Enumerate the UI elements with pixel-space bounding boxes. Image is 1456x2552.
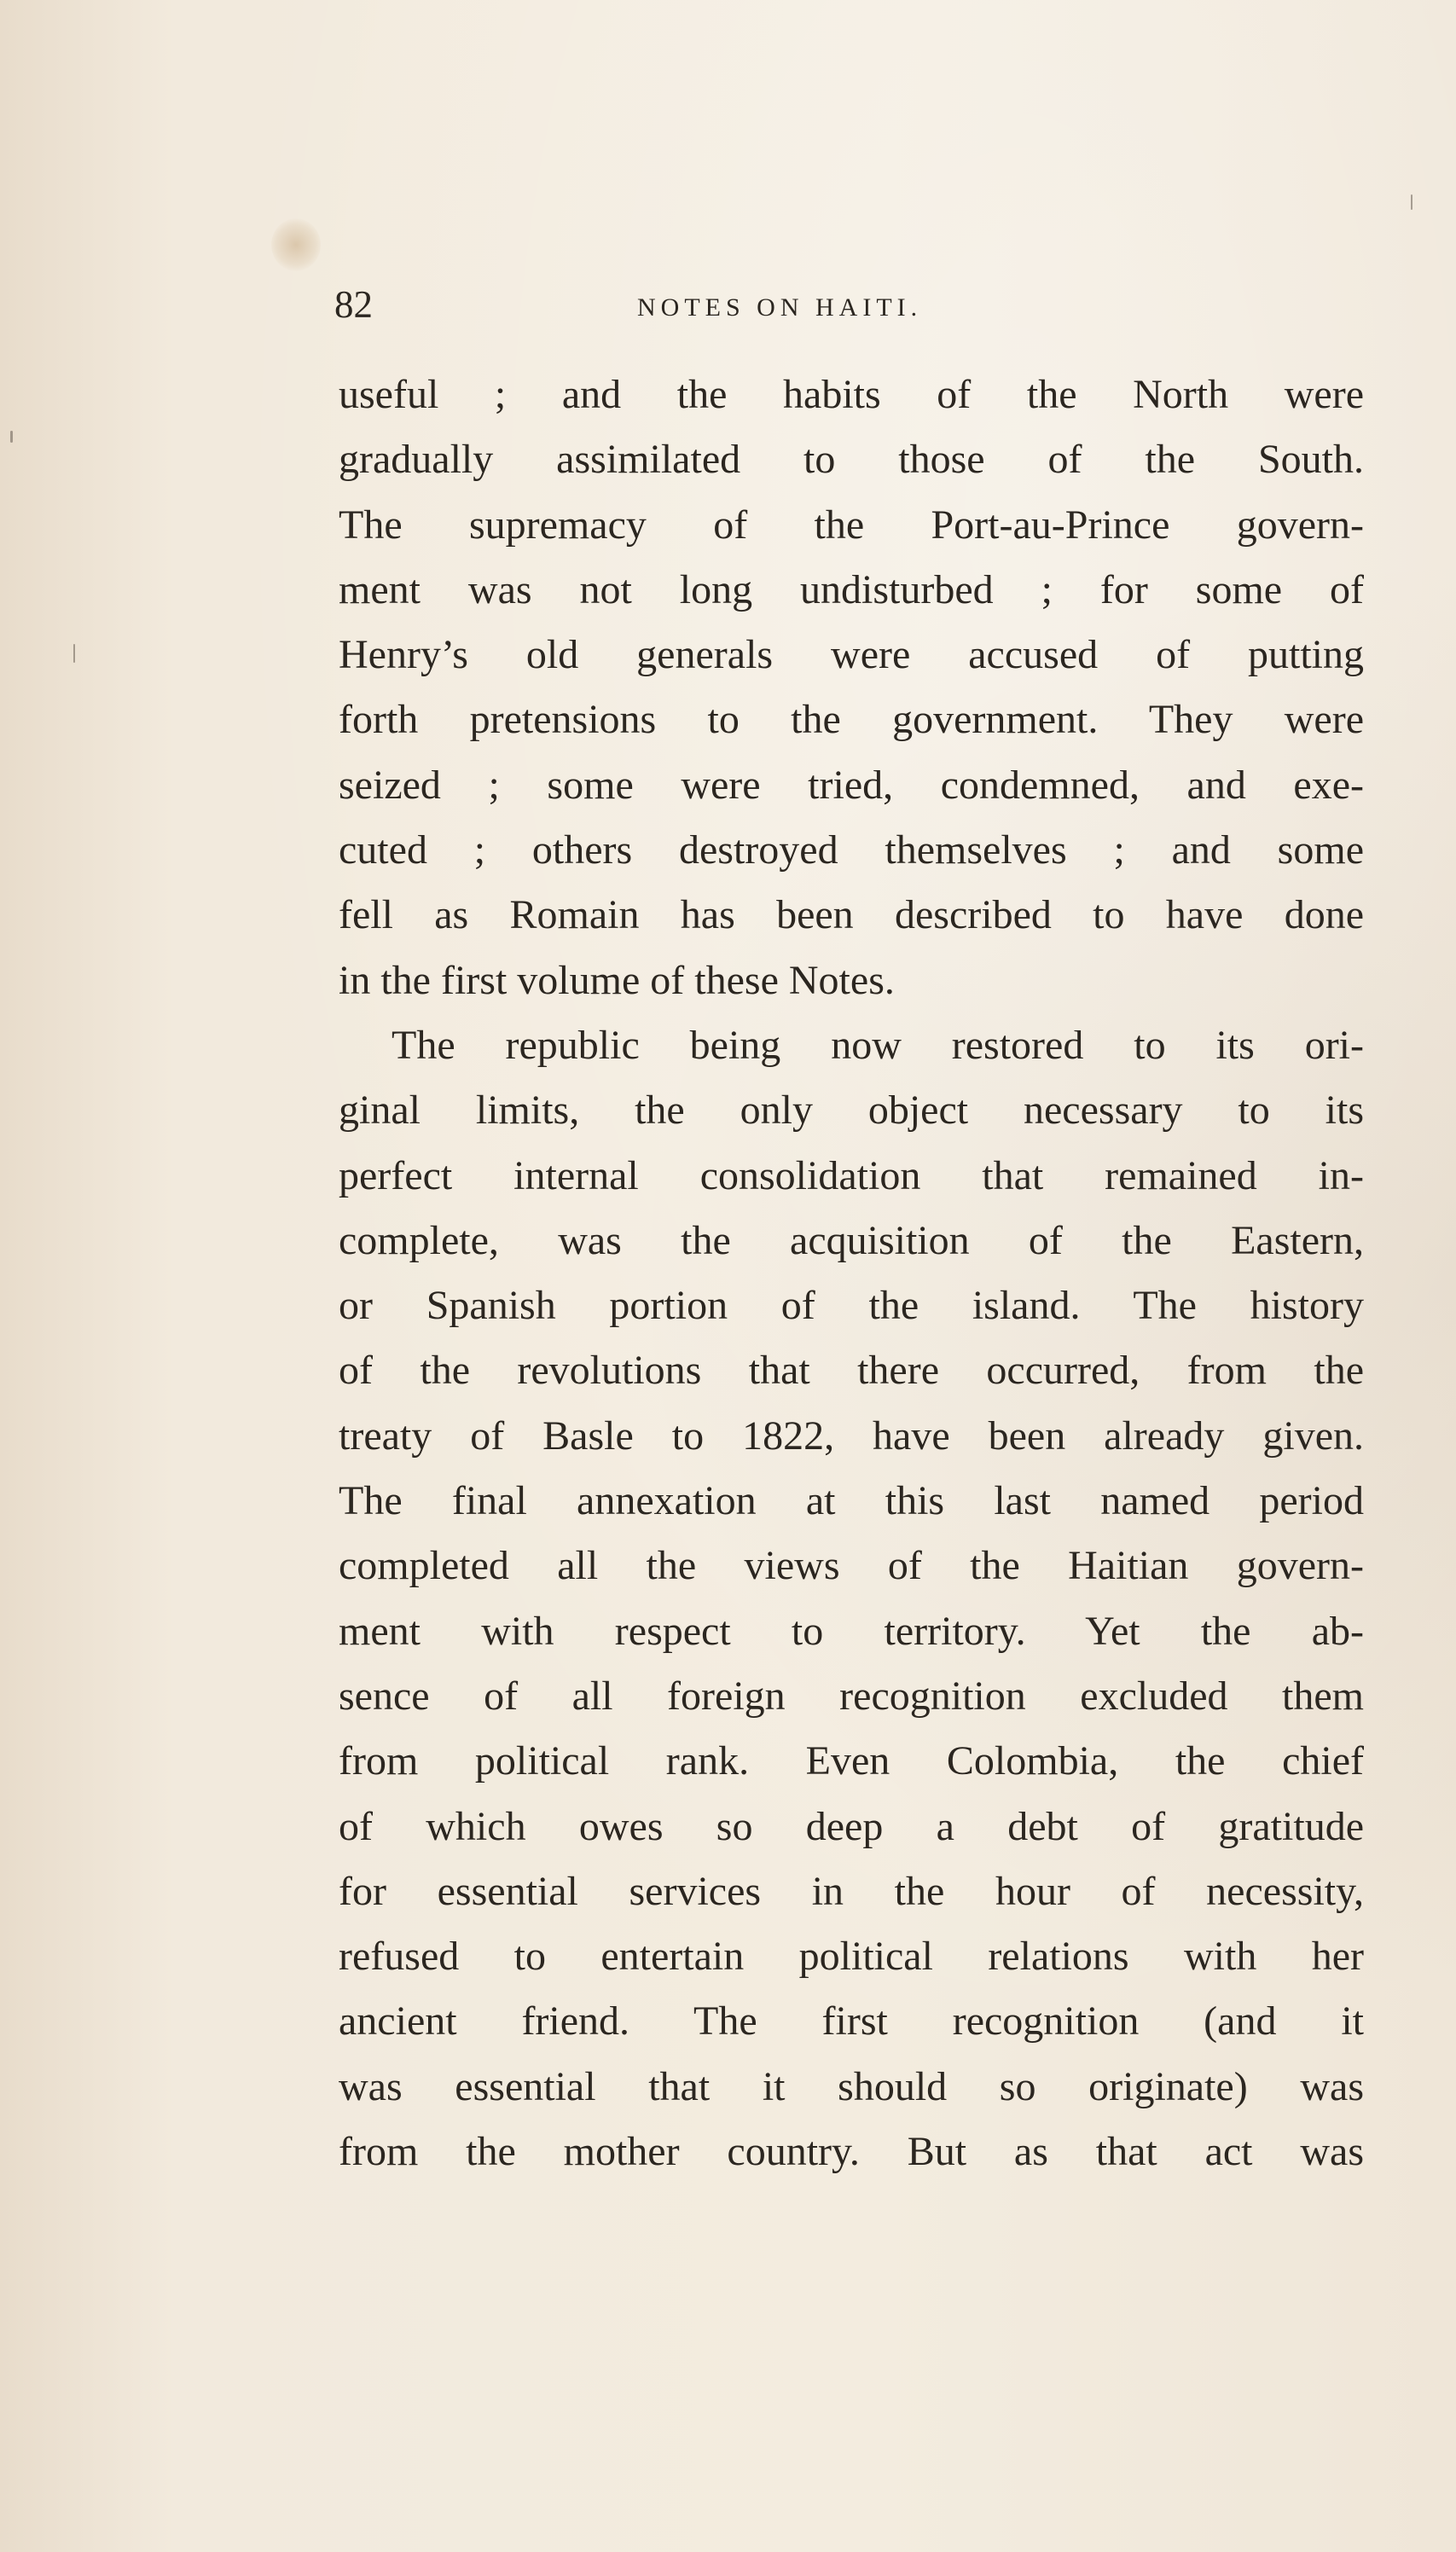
text-line: gradually assimilated to those of the South. (339, 437, 1364, 483)
text-line: of the revolutions that there occurred, from the (339, 1348, 1364, 1394)
text-line: from political rank. Even Colombia, the chief (339, 1738, 1364, 1784)
text-line: The republic being now restored to its ori- (392, 1022, 1364, 1068)
text-line: complete, was the acquisition of the Eastern, (339, 1217, 1364, 1263)
page-number: 82 (334, 283, 373, 326)
text-line: refused to entertain political relations with her (339, 1934, 1364, 1980)
paper-speck (73, 644, 75, 663)
text-line: ginal limits, the only object necessary to its (339, 1088, 1364, 1134)
text-line: completed all the views of the Haitian govern- (339, 1543, 1364, 1589)
text-line: for essential services in the hour of necessity, (339, 1868, 1364, 1914)
text-line: sence of all foreign recognition excluded them (339, 1673, 1364, 1719)
text-line: treaty of Basle to 1822, have been already given. (339, 1412, 1364, 1459)
text-line: ancient friend. The first recognition (and it (339, 1998, 1364, 2044)
text-line: in the first volume of these Notes. (339, 957, 895, 1003)
text-line: from the mother country. But as that act was (339, 2129, 1364, 2175)
text-line: cuted ; others destroyed themselves ; and some (339, 827, 1364, 873)
text-line: seized ; some were tried, condemned, and exe- (339, 762, 1364, 808)
text-line: was essential that it should so originate) was (339, 2063, 1364, 2109)
text-line: fell as Romain has been described to have done (339, 892, 1364, 938)
text-line: perfect internal consolidation that remained in- (339, 1152, 1364, 1198)
text-line: The final annexation at this last named period (339, 1478, 1364, 1524)
text-line: Henry’s old generals were accused of putting (339, 632, 1364, 678)
running-title: NOTES ON HAITI. (637, 293, 923, 322)
text-line: or Spanish portion of the island. The history (339, 1283, 1364, 1329)
text-line: ment with respect to territory. Yet the ab- (339, 1608, 1364, 1654)
paper-stain (271, 218, 321, 271)
body-text (339, 362, 1364, 2184)
text-line: useful ; and the habits of the North were (339, 372, 1364, 417)
text-line: forth pretensions to the government. They were (339, 697, 1364, 743)
running-head (334, 275, 1368, 334)
text-line: of which owes so deep a debt of gratitude (339, 1803, 1364, 1849)
text-line: ment was not long undisturbed ; for some of (339, 566, 1364, 612)
paper-speck (1411, 194, 1412, 210)
text-line: The supremacy of the Port-au-Prince govern- (339, 502, 1364, 548)
paper-speck (10, 431, 13, 443)
